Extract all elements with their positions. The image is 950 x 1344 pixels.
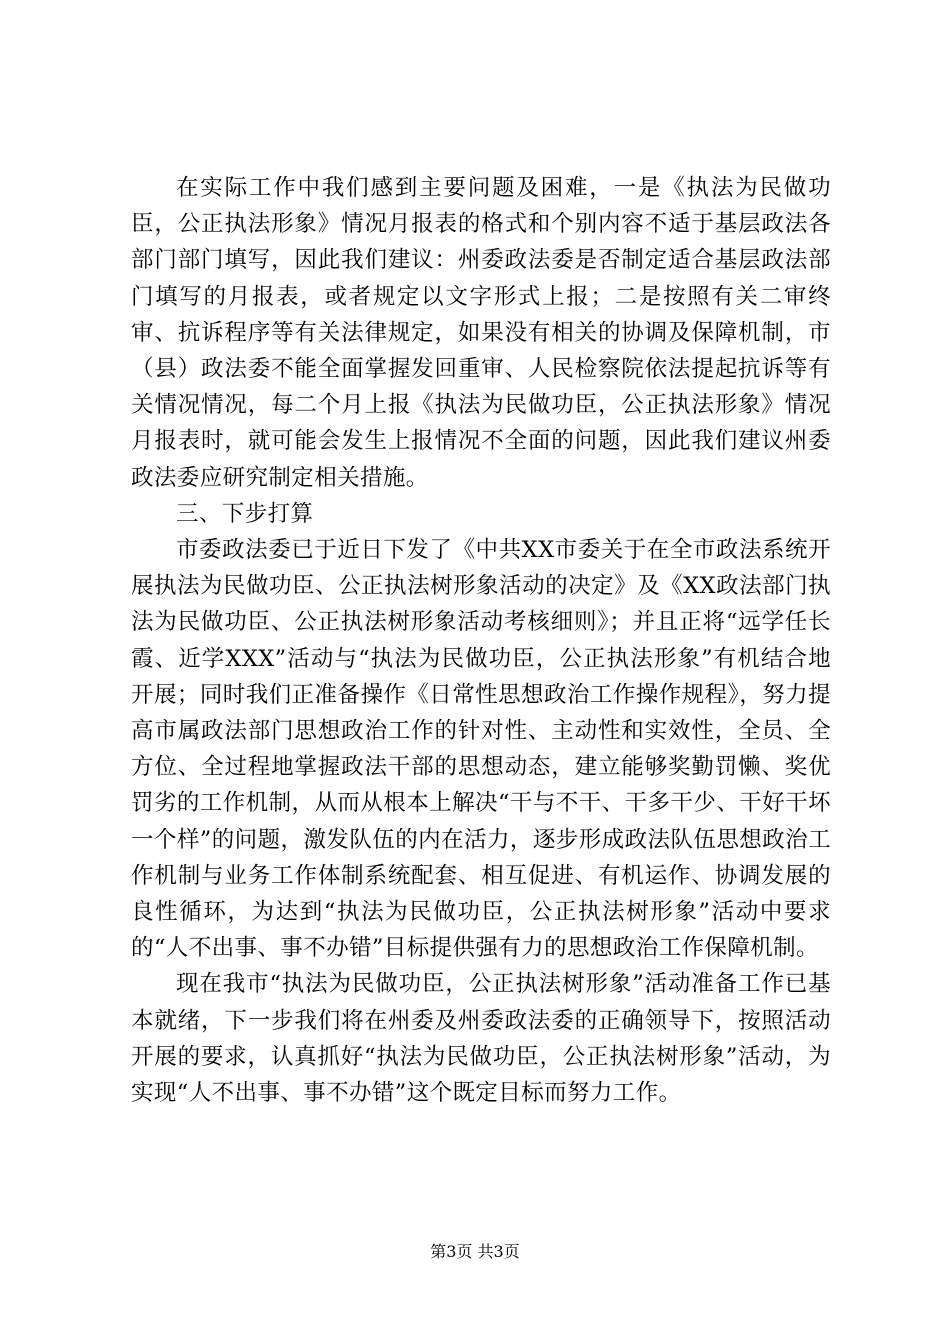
paragraph-conclusion: 现在我市“执法为民做功臣，公正执法树形象”活动准备工作已基本就绪，下一步我们将在州委及州委政法委的正确领导下，按照活动开展的要求，认真抓好“执法为民做功臣，公正执法树形象”活动，为实现“人不出事、事不办错”这个既定目标而努力工作。 xyxy=(131,971,831,1107)
paragraph-problems: 在实际工作中我们感到主要问题及困难，一是《执法为民做功臣，公正执法形象》情况月报表的格式和个别内容不适于基层政法各部门部门填写，因此我们建议：州委政法委是否制定适合基层政法部门填写的月报表，或者规定以文字形式上报；二是按照有关二审终审、抗诉程序等有关法律规定，如果没有相关的协调及保障机制，市（县）政法委不能全面掌握发回重审、人民检察院依法提起抗诉等有关情况情况，每二个月上报《执法为民做功臣，公正执法形象》情况月报表时，就可能会发生上报情况不全面的问题，因此我们建议州委政法委应研究制定相关措施。 xyxy=(131,175,831,491)
page-number-footer: 第3页 共3页 xyxy=(430,1242,520,1261)
section-heading-next-steps: 三、下步打算 xyxy=(176,500,314,527)
document-body xyxy=(131,170,831,1111)
paragraph-plan: 市委政法委已于近日下发了《中共XX市委关于在全市政法系统开展执法为民做功臣、公正执法树形象活动的决定》及《XX政法部门执法为民做功臣、公正执法树形象活动考核细则》；并且正将“远学任长霞、近学XXX”活动与“执法为民做功臣，公正执法形象”有机结合地开展；同时我们正准备操作《日常性思想政治工作操作规程》，努力提高市属政法部门思想政治工作的针对性、主动性和实效性，全员、全方位、全过程地掌握政法干部的思想动态，建立能够奖勤罚懒、奖优罚劣的工作机制，从而从根本上解决“干与不干、干多干少、干好干坏一个样”的问题，激发队伍的内在活力，逐步形成政法队伍思想政治工作机制与业务工作体制系统配套、相互促进、有机运作、协调发展的良性循环，为达到“执法为民做功臣，公正执法树形象”活动中要求的“人不出事、事不办错”目标提供强有力的思想政治工作保障机制。 xyxy=(131,537,831,962)
